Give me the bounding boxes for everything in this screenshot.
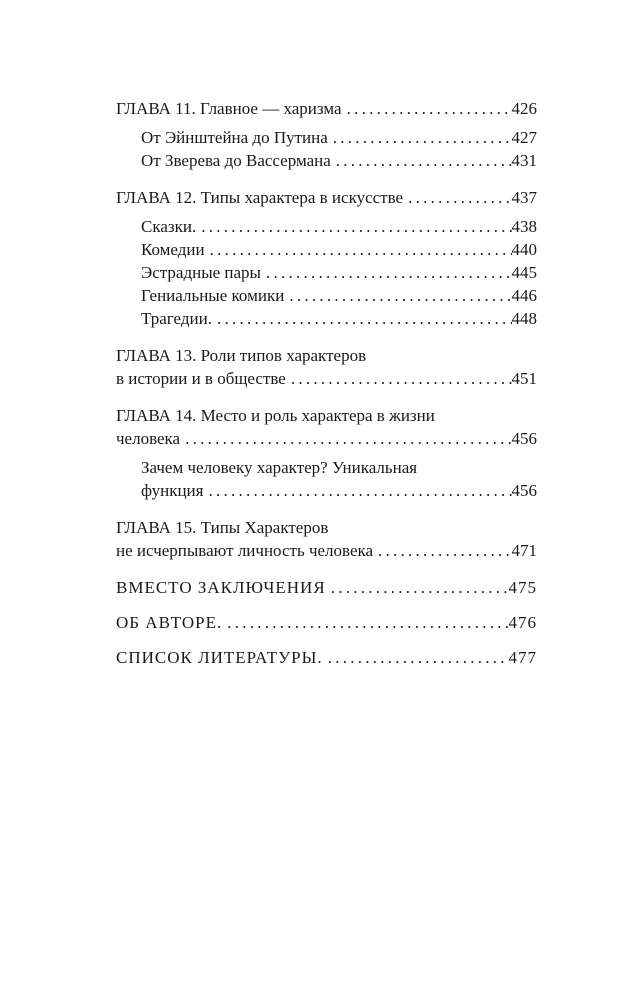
- toc-entry-title: Трагедии.: [141, 309, 212, 328]
- dot-leader: [328, 126, 512, 149]
- dot-leader: [326, 576, 509, 599]
- dot-leader: [373, 539, 511, 562]
- dot-leader: [331, 149, 512, 172]
- toc-entry-title-line1: ГЛАВА 15. Типы Характеров: [116, 518, 329, 537]
- toc-entry-page: 427: [511, 128, 537, 147]
- toc-entry-fairy-tales: [116, 215, 537, 238]
- toc-entry-einstein-putin: [116, 126, 537, 149]
- toc-entry-title-line2: функция: [141, 481, 204, 500]
- dot-leader: [212, 307, 512, 330]
- dot-leader: [403, 186, 511, 209]
- toc-entry-title-line2: в истории и в обществе: [116, 369, 286, 388]
- toc-entry-chapter-13: [116, 344, 537, 390]
- toc-entry-title: ГЛАВА 11. Главное — харизма: [116, 99, 342, 118]
- toc-entry-page: 448: [511, 309, 537, 328]
- toc-entry-title: ВМЕСТО ЗАКЛЮЧЕНИЯ: [116, 578, 326, 597]
- toc-entry-tragedies: [116, 307, 537, 330]
- toc-entry-title: Эстрадные пары: [141, 263, 261, 282]
- toc-entry-page: 476: [508, 613, 537, 632]
- toc-entry-page: 438: [511, 217, 537, 236]
- toc-entry-title-line2: человека: [116, 429, 181, 448]
- toc-entry-title: Сказки.: [141, 217, 197, 236]
- toc-entry-brilliant-comedians: [116, 284, 537, 307]
- toc-entry-page: 471: [511, 541, 537, 560]
- toc-entry-title: ОБ АВТОРЕ.: [116, 613, 223, 632]
- toc-entry-page: 437: [511, 188, 537, 207]
- toc-entry-title: Комедии: [141, 240, 205, 259]
- toc-entry-chapter-12: [116, 186, 537, 209]
- dot-leader: [180, 427, 511, 450]
- toc-entry-page: 440: [511, 240, 537, 259]
- dot-leader: [323, 646, 509, 669]
- toc-entry-page: 456: [511, 481, 537, 500]
- toc-entry-comedies: [116, 238, 537, 261]
- dot-leader: [222, 611, 508, 634]
- toc-entry-page: 451: [511, 369, 537, 388]
- toc-entry-title-line1: Зачем человеку характер? Уникальная: [141, 458, 418, 477]
- toc-entry-chapter-14: [116, 404, 537, 450]
- dot-leader: [342, 97, 512, 120]
- toc-entry-bibliography: [116, 646, 537, 669]
- dot-leader: [286, 367, 512, 390]
- toc-entry-page: 475: [508, 578, 537, 597]
- dot-leader: [196, 215, 511, 238]
- toc-entry-stage-duos: [116, 261, 537, 284]
- toc-entry-title: Гениальные комики: [141, 286, 285, 305]
- toc-entry-about-author: [116, 611, 537, 634]
- toc-entry-page: 446: [511, 286, 537, 305]
- dot-leader: [261, 261, 512, 284]
- dot-leader: [203, 479, 511, 502]
- toc-entry-page: 426: [511, 99, 537, 118]
- table-of-contents: [116, 97, 537, 669]
- toc-entry-conclusion: [116, 576, 537, 599]
- toc-entry-title-line1: ГЛАВА 14. Место и роль характера в жизни: [116, 406, 435, 425]
- toc-entry-title: От Эйнштейна до Путина: [141, 128, 328, 147]
- toc-entry-page: 445: [511, 263, 537, 282]
- toc-entry-zverev-wasserman: [116, 149, 537, 172]
- toc-entry-page: 456: [511, 429, 537, 448]
- toc-entry-title: ГЛАВА 12. Типы характера в искусстве: [116, 188, 404, 207]
- toc-entry-title-line2: не исчерпывают личность человека: [116, 541, 374, 560]
- toc-entry-chapter-11: [116, 97, 537, 120]
- toc-entry-title: СПИСОК ЛИТЕРАТУРЫ.: [116, 648, 323, 667]
- toc-entry-title: От Зверева до Вассермана: [141, 151, 331, 170]
- dot-leader: [284, 284, 511, 307]
- dot-leader: [205, 238, 512, 261]
- toc-entry-page: 431: [511, 151, 537, 170]
- toc-entry-title-line1: ГЛАВА 13. Роли типов характеров: [116, 346, 367, 365]
- toc-entry-page: 477: [508, 648, 537, 667]
- toc-entry-why-character: [116, 456, 537, 502]
- toc-entry-chapter-15: [116, 516, 537, 562]
